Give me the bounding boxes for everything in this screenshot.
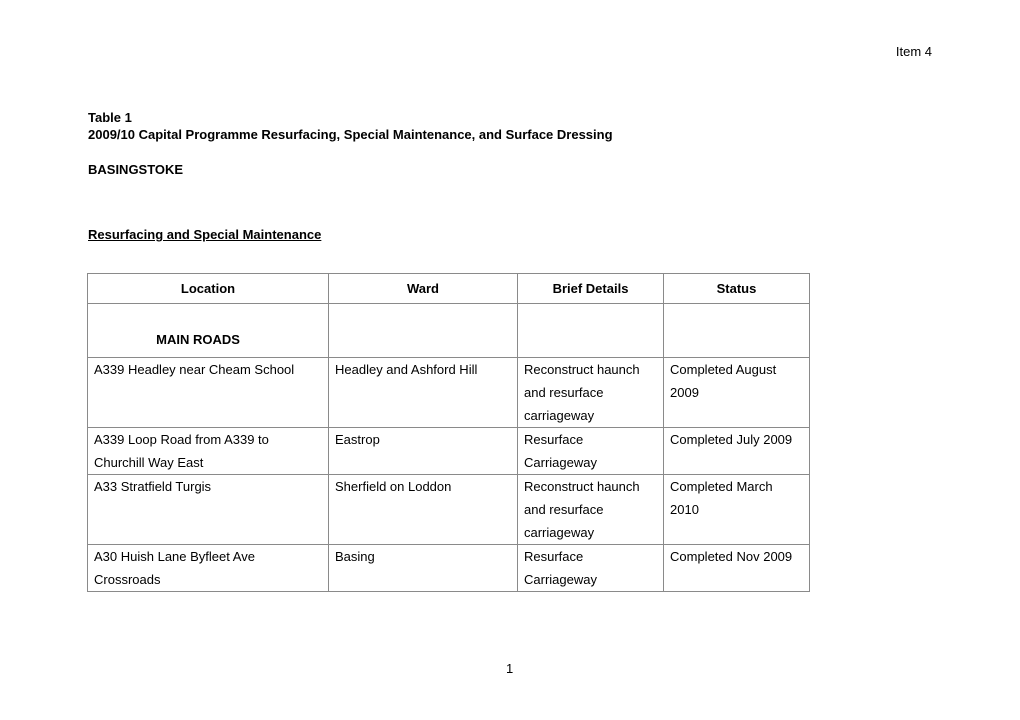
- group-label: MAIN ROADS: [156, 332, 240, 347]
- cell-text: and resurface: [524, 385, 604, 400]
- group-cell: [88, 304, 329, 358]
- cell-text: Resurface: [524, 549, 584, 564]
- district-heading: BASINGSTOKE: [88, 162, 184, 177]
- roads-table: [87, 273, 810, 592]
- cell-text: Completed Nov 2009: [670, 549, 793, 564]
- cell-text: 2009: [670, 385, 699, 400]
- empty-cell: [664, 304, 810, 358]
- cell-text: Reconstruct haunch: [524, 362, 640, 377]
- cell-text: A339 Headley near Cheam School: [94, 362, 295, 377]
- status-cell: [664, 428, 810, 475]
- ward-cell: [329, 475, 518, 545]
- section-heading: Resurfacing and Special Maintenance: [88, 227, 322, 242]
- cell-text: Completed August: [670, 362, 777, 377]
- cell-text: Sherfield on Loddon: [335, 479, 452, 494]
- details-cell: [518, 545, 664, 592]
- status-cell: [664, 475, 810, 545]
- table-row: [88, 428, 810, 475]
- table-label: Table 1: [88, 110, 132, 125]
- cell-text: Completed March: [670, 479, 773, 494]
- table-title: 2009/10 Capital Programme Resurfacing, Special Maintenance, and Surface Dressing: [88, 127, 613, 142]
- column-header-status: Status: [664, 274, 810, 304]
- status-cell: [664, 358, 810, 428]
- location-cell: [88, 475, 329, 545]
- page-number: 1: [506, 661, 514, 676]
- cell-text: carriageway: [524, 408, 595, 423]
- cell-text: 2010: [670, 502, 699, 517]
- column-header-brief-details: Brief Details: [518, 274, 664, 304]
- table-row: [88, 545, 810, 592]
- cell-text: Reconstruct haunch: [524, 479, 640, 494]
- status-cell: [664, 545, 810, 592]
- cell-text: Carriageway: [524, 572, 597, 587]
- cell-text: and resurface: [524, 502, 604, 517]
- column-header-location: Location: [88, 274, 329, 304]
- cell-text: Carriageway: [524, 455, 597, 470]
- cell-text: Basing: [335, 549, 375, 564]
- details-cell: [518, 475, 664, 545]
- cell-text: A30 Huish Lane Byfleet Ave: [94, 549, 255, 564]
- cell-text: A33 Stratfield Turgis: [94, 479, 212, 494]
- location-cell: [88, 358, 329, 428]
- cell-text: Completed July 2009: [670, 432, 793, 447]
- column-header-ward: Ward: [329, 274, 518, 304]
- group-row: [88, 304, 810, 358]
- ward-cell: [329, 428, 518, 475]
- item-label: Item 4: [895, 44, 932, 59]
- cell-text: A339 Loop Road from A339 to: [94, 432, 269, 447]
- details-cell: [518, 428, 664, 475]
- table-row: [88, 475, 810, 545]
- location-cell: [88, 428, 329, 475]
- cell-text: Eastrop: [335, 432, 380, 447]
- empty-cell: [518, 304, 664, 358]
- cell-text: Headley and Ashford Hill: [335, 362, 478, 377]
- ward-cell: [329, 545, 518, 592]
- table-row: [88, 358, 810, 428]
- cell-text: Churchill Way East: [94, 455, 204, 470]
- cell-text: Crossroads: [94, 572, 161, 587]
- cell-text: carriageway: [524, 525, 595, 540]
- location-cell: [88, 545, 329, 592]
- empty-cell: [329, 304, 518, 358]
- table-header-row: [88, 274, 810, 304]
- details-cell: [518, 358, 664, 428]
- ward-cell: [329, 358, 518, 428]
- cell-text: Resurface: [524, 432, 584, 447]
